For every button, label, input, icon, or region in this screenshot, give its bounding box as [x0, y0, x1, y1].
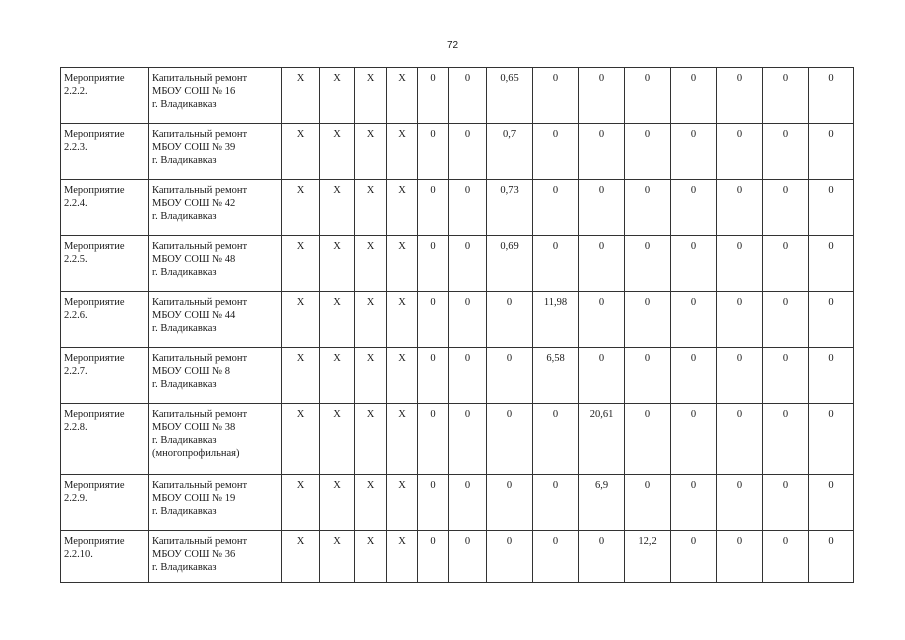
value-cell: X	[387, 292, 418, 348]
activity-label: Мероприятие	[64, 353, 125, 364]
description-cell	[149, 404, 282, 475]
value-cell: 0	[579, 292, 625, 348]
value-cell: 0	[809, 236, 854, 292]
activity-cell	[61, 531, 149, 583]
value-cell: 0	[487, 404, 533, 475]
value-cell: 0	[625, 236, 671, 292]
value-cell: 0	[809, 531, 854, 583]
activity-number: 2.2.2.	[64, 86, 88, 97]
description-cell	[149, 531, 282, 583]
value-cell: X	[387, 236, 418, 292]
value-cell: 0	[449, 292, 487, 348]
value-cell: 0	[671, 531, 717, 583]
value-cell: X	[320, 348, 355, 404]
value-cell: 0	[418, 292, 449, 348]
value-cell: 0	[533, 236, 579, 292]
value-cell: 0	[418, 68, 449, 124]
activity-number: 2.2.8.	[64, 422, 88, 433]
table-row	[61, 124, 854, 180]
value-cell: 0	[449, 236, 487, 292]
activity-cell	[61, 475, 149, 531]
description-cell	[149, 348, 282, 404]
description-line: МБОУ СОШ № 19	[152, 493, 236, 504]
description-line: МБОУ СОШ № 39	[152, 142, 236, 153]
value-cell: 0	[418, 180, 449, 236]
value-cell: 0	[533, 404, 579, 475]
value-cell: 0	[809, 68, 854, 124]
value-cell: X	[282, 348, 320, 404]
description-line: (многопрофильная)	[152, 448, 240, 459]
table-row	[61, 68, 854, 124]
activity-label: Мероприятие	[64, 297, 125, 308]
value-cell: 0	[487, 531, 533, 583]
table-row	[61, 531, 854, 583]
value-cell: 0	[671, 475, 717, 531]
value-cell: 0	[449, 404, 487, 475]
description-line: г. Владикавказ	[152, 506, 217, 517]
activity-label: Мероприятие	[64, 185, 125, 196]
value-cell: X	[282, 292, 320, 348]
activity-cell	[61, 180, 149, 236]
value-cell: 0	[717, 404, 763, 475]
value-cell: 0	[449, 180, 487, 236]
value-cell: 0	[717, 531, 763, 583]
value-cell: 0	[449, 124, 487, 180]
activity-cell	[61, 236, 149, 292]
value-cell: 0	[418, 236, 449, 292]
value-cell: X	[320, 292, 355, 348]
value-cell: 0	[763, 348, 809, 404]
value-cell: 0	[625, 475, 671, 531]
description-line: Капитальный ремонт	[152, 73, 248, 84]
description-line: МБОУ СОШ № 42	[152, 198, 236, 209]
value-cell: 0	[763, 292, 809, 348]
activity-label: Мероприятие	[64, 129, 125, 140]
table-row	[61, 348, 854, 404]
activity-number: 2.2.10.	[64, 549, 93, 560]
description-line: г. Владикавказ	[152, 379, 217, 390]
value-cell: 0	[717, 236, 763, 292]
activity-cell	[61, 292, 149, 348]
value-cell: 0	[533, 475, 579, 531]
description-line: МБОУ СОШ № 16	[152, 86, 236, 97]
value-cell: 0	[717, 475, 763, 531]
value-cell: 0	[533, 68, 579, 124]
description-line: МБОУ СОШ № 44	[152, 310, 236, 321]
activity-label: Мероприятие	[64, 409, 125, 420]
value-cell: X	[320, 236, 355, 292]
value-cell: X	[355, 292, 387, 348]
value-cell: 0	[809, 348, 854, 404]
description-line: МБОУ СОШ № 48	[152, 254, 236, 265]
value-cell: X	[355, 348, 387, 404]
value-cell: 0	[809, 475, 854, 531]
activity-cell	[61, 348, 149, 404]
value-cell: 0	[625, 404, 671, 475]
value-cell: 6,9	[579, 475, 625, 531]
description-line: Капитальный ремонт	[152, 480, 248, 491]
value-cell: 0	[717, 292, 763, 348]
value-cell: 0	[449, 68, 487, 124]
description-cell	[149, 68, 282, 124]
activity-number: 2.2.5.	[64, 254, 88, 265]
value-cell: 0	[579, 236, 625, 292]
value-cell: 0	[763, 404, 809, 475]
value-cell: 0	[579, 531, 625, 583]
value-cell: 0	[579, 68, 625, 124]
value-cell: 0	[625, 292, 671, 348]
value-cell: X	[282, 404, 320, 475]
value-cell: X	[320, 180, 355, 236]
value-cell: X	[355, 180, 387, 236]
value-cell: 0	[418, 404, 449, 475]
value-cell: 0	[717, 124, 763, 180]
value-cell: X	[282, 475, 320, 531]
description-line: Капитальный ремонт	[152, 185, 248, 196]
description-cell	[149, 124, 282, 180]
activity-label: Мероприятие	[64, 536, 125, 547]
description-line: Капитальный ремонт	[152, 353, 248, 364]
description-line: Капитальный ремонт	[152, 409, 248, 420]
table-row	[61, 236, 854, 292]
description-cell	[149, 292, 282, 348]
value-cell: X	[355, 68, 387, 124]
value-cell: X	[355, 236, 387, 292]
value-cell: 20,61	[579, 404, 625, 475]
value-cell: 0	[487, 475, 533, 531]
activity-cell	[61, 68, 149, 124]
value-cell: 0	[809, 404, 854, 475]
value-cell: 0	[533, 531, 579, 583]
description-line: Капитальный ремонт	[152, 241, 248, 252]
value-cell: 11,98	[533, 292, 579, 348]
value-cell: 0	[418, 124, 449, 180]
value-cell: 0	[449, 475, 487, 531]
description-cell	[149, 180, 282, 236]
value-cell: 0	[449, 531, 487, 583]
value-cell: 0	[763, 68, 809, 124]
value-cell: X	[282, 236, 320, 292]
value-cell: X	[282, 124, 320, 180]
description-cell	[149, 475, 282, 531]
value-cell: 0	[671, 68, 717, 124]
value-cell: X	[387, 531, 418, 583]
value-cell: 0	[579, 180, 625, 236]
value-cell: 12,2	[625, 531, 671, 583]
description-line: г. Владикавказ	[152, 435, 217, 446]
value-cell: X	[387, 348, 418, 404]
value-cell: 0	[579, 124, 625, 180]
description-line: г. Владикавказ	[152, 211, 217, 222]
value-cell: X	[320, 68, 355, 124]
value-cell: 0	[449, 348, 487, 404]
description-line: МБОУ СОШ № 36	[152, 549, 236, 560]
value-cell: 0	[418, 475, 449, 531]
value-cell: 0	[671, 236, 717, 292]
value-cell: 0	[763, 180, 809, 236]
value-cell: X	[320, 531, 355, 583]
activity-number: 2.2.7.	[64, 366, 88, 377]
value-cell: 0,65	[487, 68, 533, 124]
description-line: г. Владикавказ	[152, 99, 217, 110]
value-cell: X	[355, 531, 387, 583]
value-cell: X	[355, 124, 387, 180]
activity-number: 2.2.3.	[64, 142, 88, 153]
value-cell: 0	[418, 348, 449, 404]
value-cell: 0	[671, 180, 717, 236]
value-cell: X	[282, 68, 320, 124]
value-cell: 0	[809, 292, 854, 348]
value-cell: 0	[763, 531, 809, 583]
value-cell: 0	[763, 124, 809, 180]
value-cell: 0	[671, 348, 717, 404]
description-line: МБОУ СОШ № 38	[152, 422, 236, 433]
value-cell: X	[387, 124, 418, 180]
table-row	[61, 292, 854, 348]
activity-number: 2.2.4.	[64, 198, 88, 209]
value-cell: X	[355, 475, 387, 531]
value-cell: 0	[717, 348, 763, 404]
value-cell: 0,7	[487, 124, 533, 180]
description-line: МБОУ СОШ № 8	[152, 366, 231, 377]
value-cell: 0	[625, 68, 671, 124]
value-cell: X	[282, 531, 320, 583]
activity-label: Мероприятие	[64, 73, 125, 84]
value-cell: X	[320, 404, 355, 475]
value-cell: 0	[717, 180, 763, 236]
activity-cell	[61, 404, 149, 475]
description-line: Капитальный ремонт	[152, 536, 248, 547]
value-cell: 0	[625, 124, 671, 180]
table-row	[61, 475, 854, 531]
activity-label: Мероприятие	[64, 241, 125, 252]
description-cell	[149, 236, 282, 292]
table-row	[61, 404, 854, 475]
activities-table	[60, 67, 854, 583]
activity-cell	[61, 124, 149, 180]
description-line: г. Владикавказ	[152, 267, 217, 278]
value-cell: 0	[487, 292, 533, 348]
value-cell: X	[320, 475, 355, 531]
value-cell: 0	[809, 124, 854, 180]
description-line: Капитальный ремонт	[152, 297, 248, 308]
value-cell: 0	[533, 180, 579, 236]
value-cell: X	[320, 124, 355, 180]
value-cell: 0,73	[487, 180, 533, 236]
value-cell: 0	[763, 475, 809, 531]
value-cell: 0	[809, 180, 854, 236]
value-cell: X	[387, 180, 418, 236]
value-cell: 0	[763, 236, 809, 292]
activity-number: 2.2.6.	[64, 310, 88, 321]
value-cell: 0,69	[487, 236, 533, 292]
value-cell: 0	[625, 180, 671, 236]
description-line: Капитальный ремонт	[152, 129, 248, 140]
value-cell: 0	[671, 292, 717, 348]
value-cell: 0	[487, 348, 533, 404]
value-cell: 0	[717, 68, 763, 124]
value-cell: 0	[579, 348, 625, 404]
value-cell: 6,58	[533, 348, 579, 404]
activity-number: 2.2.9.	[64, 493, 88, 504]
description-line: г. Владикавказ	[152, 155, 217, 166]
value-cell: 0	[625, 348, 671, 404]
description-line: г. Владикавказ	[152, 323, 217, 334]
value-cell: X	[282, 180, 320, 236]
activity-label: Мероприятие	[64, 480, 125, 491]
value-cell: X	[355, 404, 387, 475]
description-line: г. Владикавказ	[152, 562, 217, 573]
value-cell: X	[387, 404, 418, 475]
table-row	[61, 180, 854, 236]
value-cell: 0	[533, 124, 579, 180]
value-cell: X	[387, 475, 418, 531]
page-number: 72	[446, 40, 459, 51]
value-cell: X	[387, 68, 418, 124]
value-cell: 0	[418, 531, 449, 583]
value-cell: 0	[671, 124, 717, 180]
value-cell: 0	[671, 404, 717, 475]
